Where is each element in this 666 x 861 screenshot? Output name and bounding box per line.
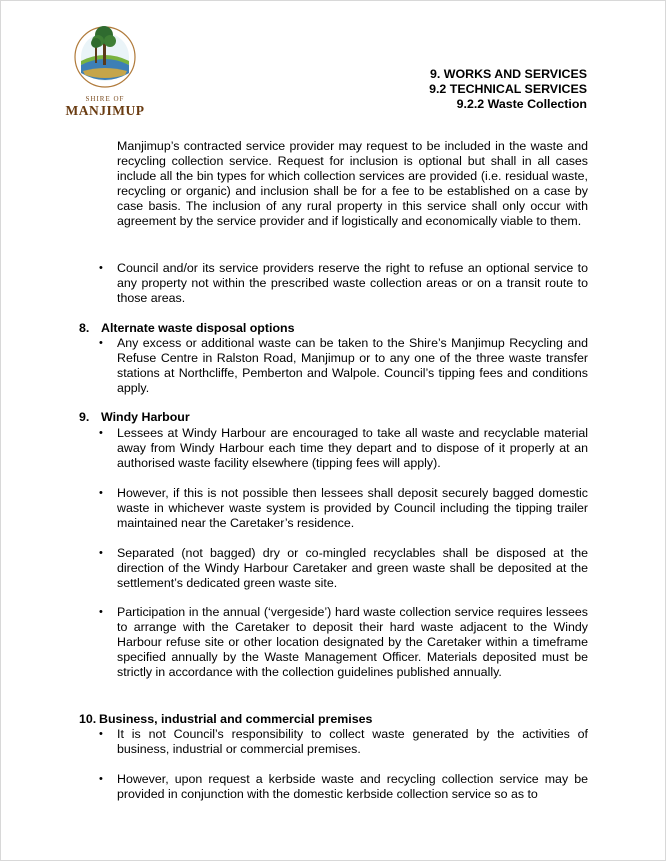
section-heading	[79, 712, 372, 727]
list-item-text: However, if this is not possible then lessees shall deposit securely bagged domestic waste in whichever waste system is provided by Council including the tipping trailer maintained near the Caretaker’s residence.	[117, 486, 588, 530]
section-heading	[79, 321, 294, 336]
shire-logo	[65, 21, 145, 121]
bullet-icon: •	[99, 337, 103, 349]
section-title: Alternate waste disposal options	[101, 321, 295, 335]
list-item-text: Lessees at Windy Harbour are encouraged to take all waste and recyclable material away from Windy Harbour each time they depart and to dispose of it properly at an authorised waste facility elsewhere (tipping fees will apply).	[117, 426, 588, 470]
header-line-3: 9.2.2 Waste Collection	[456, 97, 587, 111]
bullet-icon: •	[99, 427, 103, 439]
bullet-icon: •	[99, 773, 103, 785]
section-title: Windy Harbour	[101, 410, 190, 424]
section-title: Business, industrial and commercial premises	[99, 712, 373, 726]
list-item-text: It is not Council’s responsibility to collect waste generated by the activities of business, industrial or commercial premises.	[117, 727, 588, 756]
bullet-icon: •	[99, 487, 103, 499]
header-line-2: 9.2 TECHNICAL SERVICES	[429, 82, 587, 96]
list-item-text: Participation in the annual (‘vergeside’) hard waste collection service requires lessees to arrange with the Caretaker to deposit their hard waste adjacent to the Windy Harbour refuse site or other location designated by the Caretaker within a timeframe specified annually by the Waste Management Officer. Materials deposited must be strictly in accordance with the collection guidelines published annually.	[117, 605, 588, 679]
intro-paragraph: Manjimup’s contracted service provider may request to be included in the waste and recycling collection service. Request for inclusion is optional but shall in all cases include all the bin types for which collection services are provided (i.e. residual waste, recycling or organic) and inclusion shall be for a fee to be established on a case by case basis. The inclusion of any rural property in this service shall only occur with agreement by the service provider and if logistically and economically viable to them.	[117, 139, 588, 228]
section-number: 9.	[79, 410, 90, 424]
section-heading	[79, 410, 190, 425]
bullet-icon: •	[99, 728, 103, 740]
section-number: 8.	[79, 321, 90, 335]
bullet-icon: •	[99, 547, 103, 559]
section-number: 10.	[79, 712, 97, 726]
list-item-text: However, upon request a kerbside waste and recycling collection service may be provided in conjunction with the domestic kerbside collection service so as to	[117, 772, 588, 801]
list-item-text: Separated (not bagged) dry or co-mingled recyclables shall be disposed at the direction of the Windy Harbour Caretaker and green waste shall be deposited at the settlement’s dedicated green waste site.	[117, 546, 588, 590]
logo-name: MANJIMUP	[65, 103, 145, 118]
list-item-text: Council and/or its service providers reserve the right to refuse an optional service to any property not within the prescribed waste collection areas or on a transit route to those areas.	[117, 261, 588, 305]
bullet-icon: •	[99, 262, 103, 274]
header-line-1: 9. WORKS AND SERVICES	[430, 67, 587, 81]
list-item-text: Any excess or additional waste can be taken to the Shire’s Manjimup Recycling and Refuse Centre in Ralston Road, Manjimup or to any one of the three waste transfer stations at Northcliffe, Pemberton and Walpole. Council’s tipping fees and conditions apply.	[117, 336, 588, 395]
logo-shire-label: SHIRE OF	[85, 95, 125, 103]
logo-emblem-icon	[65, 21, 145, 97]
page-header	[429, 67, 587, 112]
bullet-icon: •	[99, 606, 103, 618]
